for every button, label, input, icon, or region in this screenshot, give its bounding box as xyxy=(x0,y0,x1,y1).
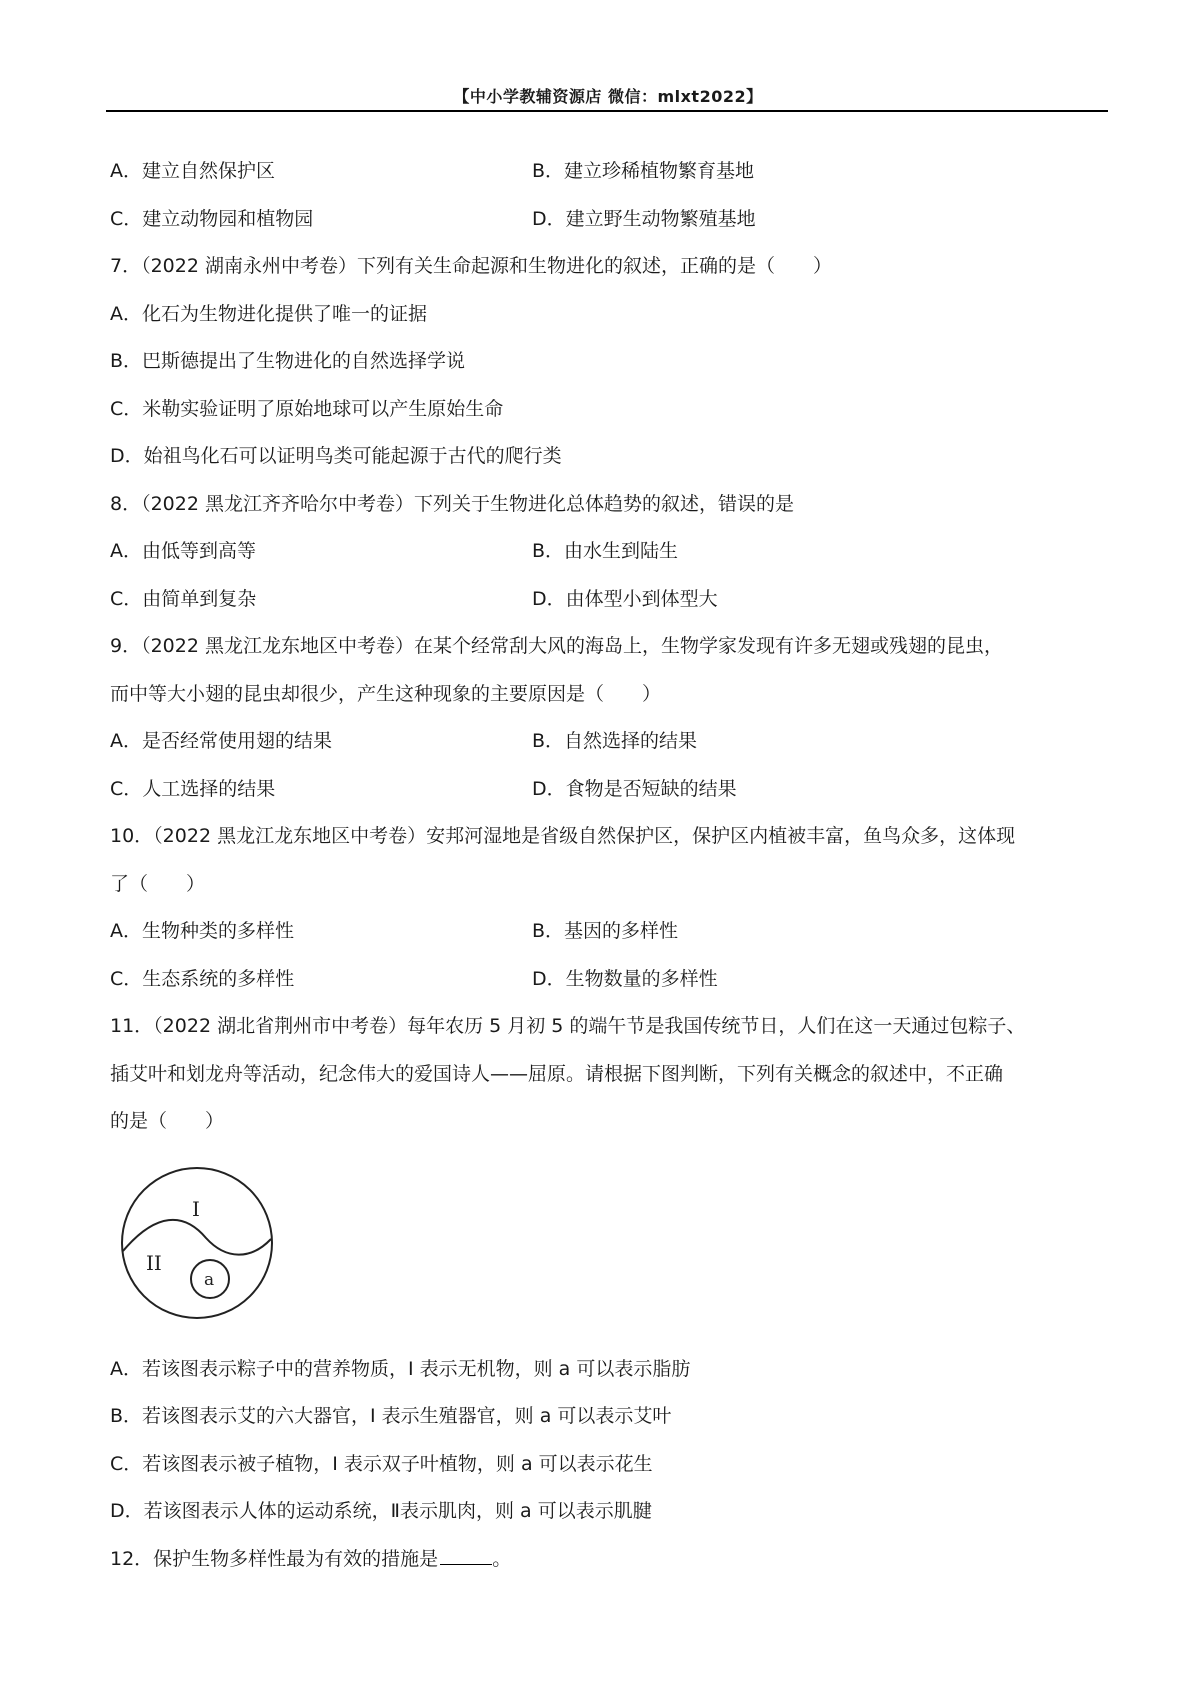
q11-option-d: D．若该图表示人体的运动系统，Ⅱ表示肌肉，则 a 可以表示肌腱 xyxy=(110,1500,652,1522)
q11-stem-line-2: 插艾叶和划龙舟等活动，纪念伟大的爱国诗人——屈原。请根据下图判断，下列有关概念的叙述中，不正确 xyxy=(110,1062,1004,1085)
q12-answer-blank xyxy=(440,1538,492,1565)
q7-stem: 7．（2022 湖南永州中考卷）下列有关生命起源和生物进化的叙述，正确的是（ ） xyxy=(110,255,832,277)
q11-stem-line-3: 的是（ ） xyxy=(110,1110,225,1132)
q11-stem-line-1: 11．（2022 湖北省荆州市中考卷）每年农历 5 月初 5 的端午节是我国传统节日，人们在这一天通过包粽子、 xyxy=(110,1015,1026,1037)
label-region-1: I xyxy=(192,1196,200,1221)
q7-option-b: B．巴斯德提出了生物进化的自然选择学说 xyxy=(110,350,466,372)
q6-option-b: B．建立珍稀植物繁育基地 xyxy=(532,160,755,182)
q9-options-row-2 xyxy=(110,766,1100,814)
q8-stem: 8．（2022 黑龙江齐齐哈尔中考卷）下列关于生物进化总体趋势的叙述，错误的是 xyxy=(110,492,794,515)
q11-concept-diagram xyxy=(110,1146,1100,1346)
q10-option-c: C．生态系统的多样性 xyxy=(110,967,295,990)
q9-option-c: C．人工选择的结果 xyxy=(110,777,276,800)
q6-options-row-2 xyxy=(110,196,1100,244)
q11-option-b: B．若该图表示艾的六大器官，I 表示生殖器官，则 a 可以表示艾叶 xyxy=(110,1405,672,1427)
q9-stem-line-2: 而中等大小翅的昆虫却很少，产生这种现象的主要原因是（ ） xyxy=(110,682,662,705)
q10-options-row-1 xyxy=(110,908,1100,956)
q7-option-d: D．始祖鸟化石可以证明鸟类可能起源于古代的爬行类 xyxy=(110,445,562,467)
q6-option-c: C．建立动物园和植物园 xyxy=(110,207,314,230)
q7-option-a: A．化石为生物进化提供了唯一的证据 xyxy=(110,302,427,325)
q10-stem-line-1: 10．（2022 黑龙江龙东地区中考卷）安邦河湿地是省级自然保护区，保护区内植被丰富，鱼鸟众多，这体现 xyxy=(110,825,1016,847)
concept-circle-diagram xyxy=(116,1162,278,1324)
q8-option-a: A．由低等到高等 xyxy=(110,540,256,562)
q6-option-d: D．建立野生动物繁殖基地 xyxy=(532,207,756,230)
q9-options-row-1 xyxy=(110,718,1100,766)
q8-option-b: B．由水生到陆生 xyxy=(532,540,679,562)
q10-option-a: A．生物种类的多样性 xyxy=(110,920,294,942)
q9-option-b: B．自然选择的结果 xyxy=(532,730,698,752)
q12-end: 。 xyxy=(492,1547,512,1570)
question-content xyxy=(110,148,1100,1583)
q8-option-c: C．由简单到复杂 xyxy=(110,587,257,610)
q6-option-a: A．建立自然保护区 xyxy=(110,160,275,182)
q12-stem: 12．保护生物多样性最为有效的措施是 xyxy=(110,1547,439,1570)
q8-options-row-2 xyxy=(110,576,1100,624)
q10-options-row-2 xyxy=(110,956,1100,1004)
page-header: 【中小学教辅资源店 微信：mlxt2022】 xyxy=(453,87,763,106)
q10-option-d: D．生物数量的多样性 xyxy=(532,967,718,990)
outer-circle xyxy=(122,1168,272,1318)
q10-option-b: B．基因的多样性 xyxy=(532,920,679,942)
q10-stem-line-2: 了（ ） xyxy=(110,872,206,895)
label-region-2: II xyxy=(146,1250,162,1275)
q9-option-a: A．是否经常使用翅的结果 xyxy=(110,730,332,752)
q6-options-row-1 xyxy=(110,148,1100,196)
q8-option-d: D．由体型小到体型大 xyxy=(532,587,718,610)
q11-option-a: A．若该图表示粽子中的营养物质，I 表示无机物，则 a 可以表示脂肪 xyxy=(110,1357,691,1380)
header-divider xyxy=(106,110,1108,112)
q12-line xyxy=(110,1536,1100,1584)
wavy-divider xyxy=(123,1219,271,1254)
q11-option-c: C．若该图表示被子植物，I 表示双子叶植物，则 a 可以表示花生 xyxy=(110,1452,653,1475)
q7-option-c: C．米勒实验证明了原始地球可以产生原始生命 xyxy=(110,397,504,420)
q9-option-d: D．食物是否短缺的结果 xyxy=(532,777,737,800)
q9-stem-line-1: 9．（2022 黑龙江龙东地区中考卷）在某个经常刮大风的海岛上，生物学家发现有许多无翅或残翅的昆虫， xyxy=(110,635,1003,657)
label-inner-a: a xyxy=(204,1269,215,1290)
q8-options-row-1 xyxy=(110,528,1100,576)
